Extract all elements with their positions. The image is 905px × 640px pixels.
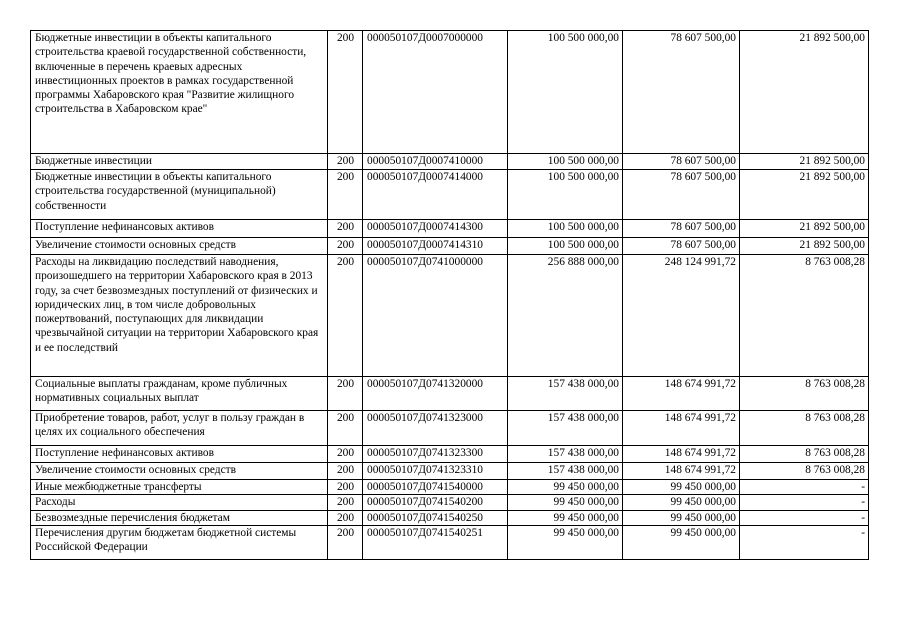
- row-article-cell: 000050107Д0741540250: [363, 510, 508, 525]
- row-name-cell: Перечисления другим бюджетам бюджетной системы Российской Федерации: [31, 525, 328, 559]
- row-remaining-cell: -: [740, 495, 869, 510]
- row-approved-cell: 100 500 000,00: [508, 31, 623, 154]
- row-remaining-cell: 21 892 500,00: [740, 154, 869, 170]
- row-remaining-cell: 21 892 500,00: [740, 170, 869, 220]
- row-name-cell: Безвозмездные перечисления бюджетам: [31, 510, 328, 525]
- row-code-cell: 200: [328, 31, 363, 154]
- row-approved-cell: 99 450 000,00: [508, 510, 623, 525]
- row-approved-cell: 157 438 000,00: [508, 411, 623, 446]
- row-executed-cell: 148 674 991,72: [623, 411, 740, 446]
- table-row: [31, 154, 869, 170]
- row-article-cell: 000050107Д0007414000: [363, 170, 508, 220]
- row-code-cell: 200: [328, 220, 363, 238]
- row-article-cell: 000050107Д0741323300: [363, 446, 508, 463]
- row-name-cell: Бюджетные инвестиции: [31, 154, 328, 170]
- row-article-cell: 000050107Д0741000000: [363, 255, 508, 377]
- row-code-cell: 200: [328, 377, 363, 411]
- row-name-cell: Увеличение стоимости основных средств: [31, 238, 328, 255]
- row-code-cell: 200: [328, 495, 363, 510]
- table-row: [31, 480, 869, 495]
- row-executed-cell: 78 607 500,00: [623, 31, 740, 154]
- table-row: [31, 220, 869, 238]
- row-name-cell: Иные межбюджетные трансферты: [31, 480, 328, 495]
- row-article-cell: 000050107Д0741540200: [363, 495, 508, 510]
- table-row: [31, 255, 869, 377]
- row-remaining-cell: 21 892 500,00: [740, 220, 869, 238]
- table-row: [31, 238, 869, 255]
- row-approved-cell: 100 500 000,00: [508, 238, 623, 255]
- row-code-cell: 200: [328, 154, 363, 170]
- table-row: [31, 170, 869, 220]
- row-remaining-cell: 8 763 008,28: [740, 446, 869, 463]
- row-remaining-cell: -: [740, 480, 869, 495]
- table-row: [31, 510, 869, 525]
- row-approved-cell: 100 500 000,00: [508, 170, 623, 220]
- row-remaining-cell: -: [740, 510, 869, 525]
- row-name-cell: Поступление нефинансовых активов: [31, 446, 328, 463]
- row-approved-cell: 99 450 000,00: [508, 480, 623, 495]
- table-row: [31, 525, 869, 559]
- row-executed-cell: 248 124 991,72: [623, 255, 740, 377]
- row-approved-cell: 157 438 000,00: [508, 463, 623, 480]
- row-code-cell: 200: [328, 411, 363, 446]
- row-name-cell: Бюджетные инвестиции в объекты капитального строительства государственной (муниципальной) собственности: [31, 170, 328, 220]
- row-executed-cell: 99 450 000,00: [623, 480, 740, 495]
- row-executed-cell: 148 674 991,72: [623, 446, 740, 463]
- row-article-cell: 000050107Д0741540251: [363, 525, 508, 559]
- row-code-cell: 200: [328, 255, 363, 377]
- row-approved-cell: 99 450 000,00: [508, 525, 623, 559]
- table-row: [31, 495, 869, 510]
- row-approved-cell: 157 438 000,00: [508, 377, 623, 411]
- row-code-cell: 200: [328, 446, 363, 463]
- table-body: [31, 31, 869, 560]
- row-code-cell: 200: [328, 463, 363, 480]
- row-name-cell: Приобретение товаров, работ, услуг в пользу граждан в целях их социального обеспечения: [31, 411, 328, 446]
- row-code-cell: 200: [328, 525, 363, 559]
- table-row: [31, 377, 869, 411]
- row-article-cell: 000050107Д0007000000: [363, 31, 508, 154]
- row-remaining-cell: 8 763 008,28: [740, 255, 869, 377]
- row-approved-cell: 100 500 000,00: [508, 154, 623, 170]
- row-article-cell: 000050107Д0007410000: [363, 154, 508, 170]
- row-name-cell: Расходы: [31, 495, 328, 510]
- row-article-cell: 000050107Д0007414310: [363, 238, 508, 255]
- row-article-cell: 000050107Д0741323310: [363, 463, 508, 480]
- row-approved-cell: 99 450 000,00: [508, 495, 623, 510]
- row-name-cell: Бюджетные инвестиции в объекты капитального строительства краевой государственной собственности, включенные в перечень краевых адресных инвестиционных проектов в рамках государственной программы Хабаровского края "Развитие жилищного строительства в Хабаровском крае": [31, 31, 328, 154]
- row-article-cell: 000050107Д0741540000: [363, 480, 508, 495]
- row-approved-cell: 157 438 000,00: [508, 446, 623, 463]
- table-row: [31, 411, 869, 446]
- row-code-cell: 200: [328, 170, 363, 220]
- row-executed-cell: 78 607 500,00: [623, 220, 740, 238]
- row-remaining-cell: 21 892 500,00: [740, 238, 869, 255]
- row-approved-cell: 256 888 000,00: [508, 255, 623, 377]
- budget-execution-table: [30, 30, 869, 560]
- row-article-cell: 000050107Д0741320000: [363, 377, 508, 411]
- row-name-cell: Расходы на ликвидацию последствий наводнения, произошедшего на территории Хабаровского края в 2013 году, за счет безвозмездных поступлений от физических и юридических лиц, в том числе добровольных пожертвований, поступающих для ликвидации чрезвычайной ситуации на территории Хабаровского края и ее последствий: [31, 255, 328, 377]
- row-executed-cell: 99 450 000,00: [623, 495, 740, 510]
- row-executed-cell: 148 674 991,72: [623, 377, 740, 411]
- table-row: [31, 31, 869, 154]
- row-executed-cell: 78 607 500,00: [623, 170, 740, 220]
- row-article-cell: 000050107Д0007414300: [363, 220, 508, 238]
- row-approved-cell: 100 500 000,00: [508, 220, 623, 238]
- row-remaining-cell: 8 763 008,28: [740, 411, 869, 446]
- table-row: [31, 463, 869, 480]
- row-code-cell: 200: [328, 480, 363, 495]
- row-executed-cell: 99 450 000,00: [623, 525, 740, 559]
- row-executed-cell: 78 607 500,00: [623, 238, 740, 255]
- row-executed-cell: 148 674 991,72: [623, 463, 740, 480]
- table-row: [31, 446, 869, 463]
- row-remaining-cell: 8 763 008,28: [740, 377, 869, 411]
- row-article-cell: 000050107Д0741323000: [363, 411, 508, 446]
- row-remaining-cell: 8 763 008,28: [740, 463, 869, 480]
- row-name-cell: Увеличение стоимости основных средств: [31, 463, 328, 480]
- row-code-cell: 200: [328, 510, 363, 525]
- row-name-cell: Социальные выплаты гражданам, кроме публичных нормативных социальных выплат: [31, 377, 328, 411]
- row-executed-cell: 78 607 500,00: [623, 154, 740, 170]
- row-remaining-cell: -: [740, 525, 869, 559]
- row-executed-cell: 99 450 000,00: [623, 510, 740, 525]
- row-remaining-cell: 21 892 500,00: [740, 31, 869, 154]
- row-code-cell: 200: [328, 238, 363, 255]
- row-name-cell: Поступление нефинансовых активов: [31, 220, 328, 238]
